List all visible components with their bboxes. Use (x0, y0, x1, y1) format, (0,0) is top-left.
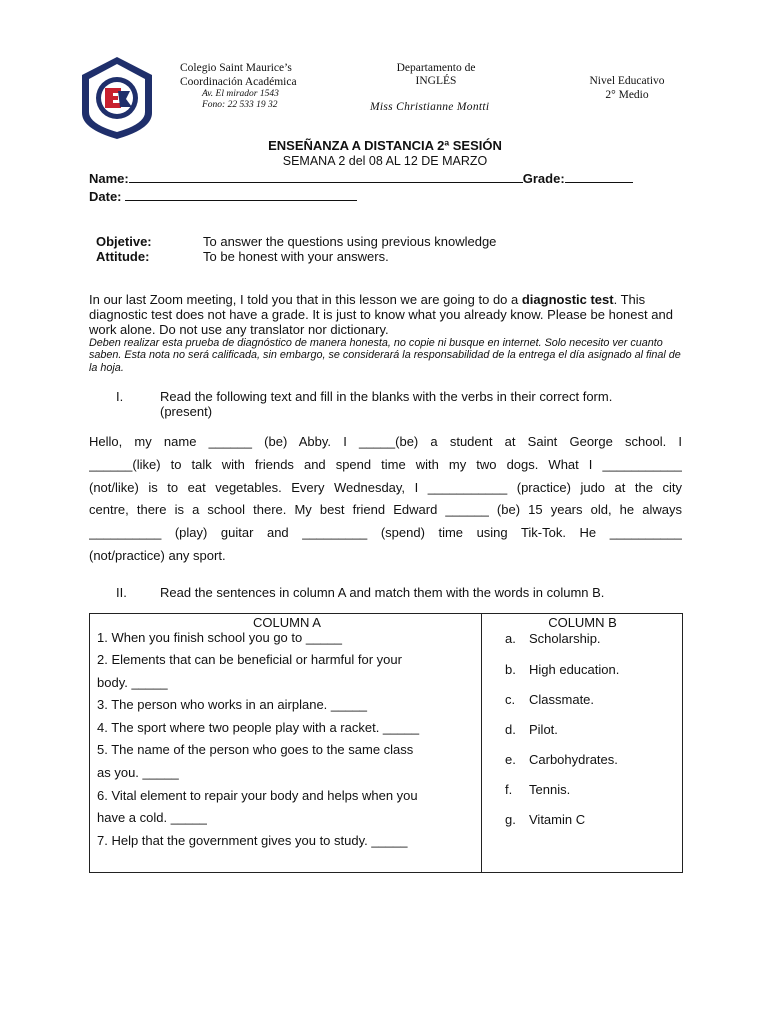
school-crest-icon (78, 55, 156, 141)
intro-spanish: Deben realizar esta prueba de diagnóstico de manera honesta, no copie ni busque en internet. Solo necesito ver cuanto saben. Esta nota no será calificada, sin embargo, se considerará la responsabilidad de la entrega el día asignado al final de la hoja. (89, 337, 681, 374)
education-level (574, 74, 680, 102)
grade-label: Grade: (522, 171, 565, 186)
column-b (485, 615, 680, 827)
name-field[interactable] (129, 171, 523, 183)
paragraph-line: centre, there is a school there. My best friend Edward ______ (be) 15 years old, he always (89, 502, 682, 518)
column-divider (481, 614, 482, 872)
column-a-line: have a cold. _____ (97, 810, 207, 826)
page-title: ENSEÑANZA A DISTANCIA 2ª SESIÓN (268, 138, 502, 153)
option-letter: f. (505, 782, 513, 797)
date-row (89, 189, 357, 204)
column-b-item (505, 692, 594, 707)
column-a-line: 7. Help that the government gives you to study. _____ (97, 832, 408, 848)
paragraph-line: (not/like) is to eat vegetables. Every Wednesday, I ___________ (practice) judo at the city (89, 479, 682, 495)
option-letter: b. (505, 662, 516, 677)
name-label: Name: (89, 171, 129, 186)
option-letter: a. (505, 631, 516, 646)
attitude-label: Attitude: (96, 249, 150, 264)
option-letter: e. (505, 752, 516, 767)
name-grade-row (89, 171, 633, 186)
column-a-header: COLUMN A (253, 615, 321, 630)
column-b-item (505, 782, 570, 797)
school-address: Av. El mirador 1543 (202, 89, 279, 99)
objective-text: To answer the questions using previous knowledge (203, 234, 497, 249)
column-b-item (505, 812, 585, 827)
school-name: Colegio Saint Maurice’s (180, 62, 292, 74)
page-subtitle: SEMANA 2 del 08 AL 12 DE MARZO (282, 154, 488, 168)
intro-text-2: . This diagnostic test does not have a grade. It is just to know what you already know. Please be honest and work alone. Do not use any translator nor dictionary. (89, 292, 673, 337)
section-2-number: II. (116, 585, 127, 600)
section-1-heading (116, 389, 676, 421)
column-a-line: 4. The sport where two people play with a racket. _____ (97, 719, 420, 735)
section-2-heading (116, 585, 686, 601)
column-a-line: body. _____ (97, 674, 168, 690)
option-text: Pilot. (529, 722, 558, 737)
department-line2: INGLÉS (415, 75, 457, 87)
column-b-header: COLUMN B (548, 615, 617, 630)
column-a-line: as you. _____ (97, 764, 179, 780)
column-a (97, 616, 477, 852)
date-field[interactable] (125, 189, 357, 201)
intro-text-1: In our last Zoom meeting, I told you that in this lesson we are going to do a (89, 292, 522, 307)
grade-field[interactable] (565, 171, 633, 183)
column-a-line: 2. Elements that can be beneficial or harmful for your (97, 652, 402, 667)
option-letter: c. (505, 692, 516, 707)
objective-label: Objetive: (96, 234, 152, 249)
objectives (96, 234, 496, 264)
paragraph-line: Hello, my name ______ (be) Abby. I _____(be) a student at Saint George school. I (89, 434, 682, 449)
column-a-line: 6. Vital element to repair your body and helps when you (97, 787, 418, 803)
level-line2: 2° Medio (605, 89, 649, 101)
section-2-instruction: Read the sentences in column A and match them with the words in column B. (160, 585, 605, 600)
intro-paragraph (89, 292, 685, 337)
school-subtitle: Coordinación Académica (180, 76, 297, 88)
level-line1: Nivel Educativo (589, 75, 665, 87)
teacher-name: Miss Christianne Montti (370, 101, 490, 113)
option-text: High education. (529, 662, 620, 677)
column-a-line: 1. When you finish school you go to _____ (97, 630, 342, 645)
column-a-line: 5. The name of the person who goes to the same class (97, 742, 414, 758)
fill-in-paragraph (89, 431, 682, 568)
column-a-line: 3. The person who works in an airplane. _____ (97, 697, 368, 713)
paragraph-line: __________ (play) guitar and _________ (spend) time using Tik-Tok. He __________ (89, 525, 682, 541)
paragraph-line: (not/practice) any sport. (89, 547, 226, 563)
option-letter: d. (505, 722, 516, 737)
department (378, 62, 494, 88)
school-phone: Fono: 22 533 19 32 (202, 100, 278, 110)
matching-table (89, 613, 683, 873)
column-b-item (505, 631, 601, 646)
date-label: Date: (89, 189, 122, 204)
option-text: Classmate. (529, 692, 595, 707)
section-1-number: I. (116, 389, 124, 404)
option-text: Scholarship. (529, 631, 601, 646)
intro-bold: diagnostic test (521, 292, 614, 307)
column-b-item (505, 662, 619, 677)
department-line1: Departamento de (396, 62, 476, 74)
option-text: Vitamin C (529, 812, 586, 827)
column-b-item (505, 752, 618, 767)
attitude-text: To be honest with your answers. (203, 249, 389, 264)
option-text: Tennis. (529, 782, 571, 797)
section-1-instruction: Read the following text and fill in the blanks with the verbs in their correct form. (present) (160, 389, 613, 419)
school-info (180, 61, 297, 111)
column-b-item (505, 722, 558, 737)
option-text: Carbohydrates. (529, 752, 618, 767)
paragraph-line: ______(like) to talk with friends and spend time with my two dogs. What I ___________ (89, 456, 682, 472)
option-letter: g. (505, 812, 516, 827)
